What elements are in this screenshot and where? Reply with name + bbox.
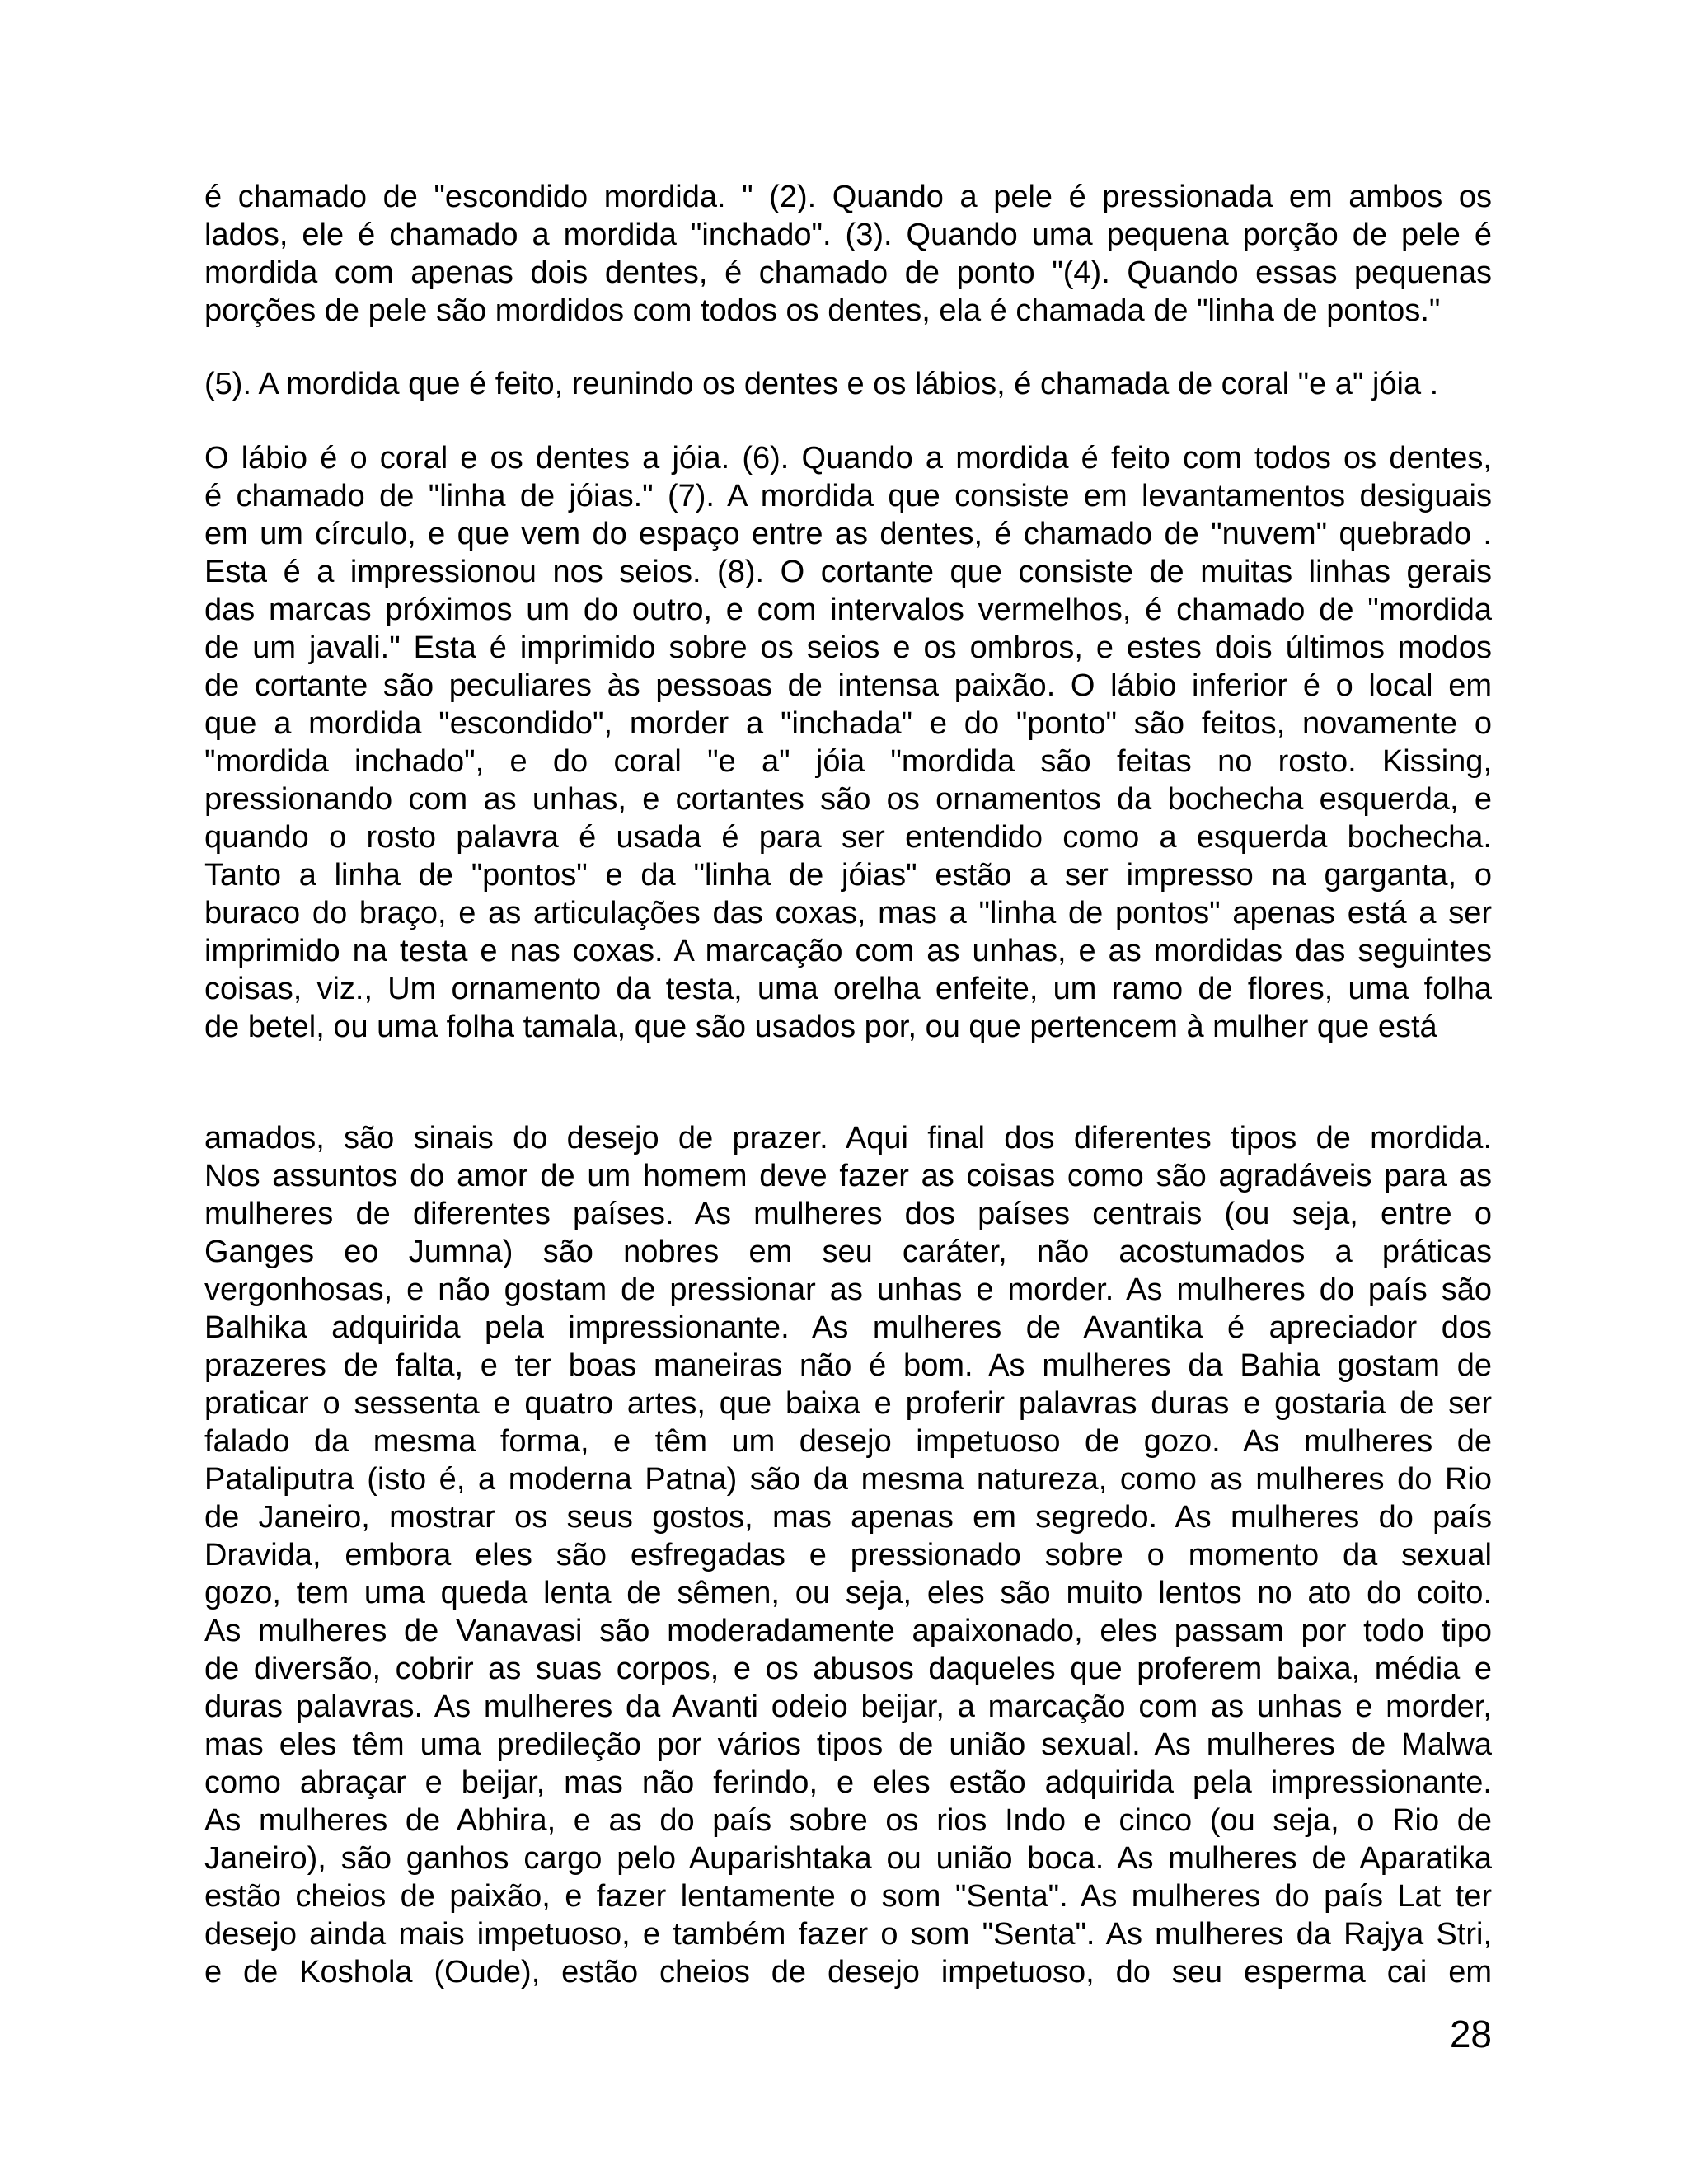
text-line: O lábio é o coral e os dentes a jóia. (6). Quando a mordida é feito com todos os dentes, [204, 441, 1492, 476]
text-line: Tanto a linha de "pontos" e da "linha de jóias" estão a ser impresso na garganta, o [204, 858, 1492, 893]
text-line: gozo, tem uma queda lenta de sêmen, ou seja, eles são muito lentos no ato do coito. [204, 1576, 1492, 1610]
text-line: (5). A mordida que é feito, reunindo os dentes e os lábios, é chamada de coral "e a" jóia . [204, 367, 1439, 401]
text-line: de cortante são peculiares às pessoas de intensa paixão. O lábio inferior é o local em [204, 668, 1492, 703]
text-line: Janeiro), são ganhos cargo pelo Auparishtaka ou união boca. As mulheres de Aparatika [204, 1841, 1492, 1876]
text-line: praticar o sessenta e quatro artes, que baixa e proferir palavras duras e gostaria de ser [204, 1386, 1492, 1421]
text-line: "mordida inchado", e do coral "e a" jóia "mordida são feitas no rosto. Kissing, [204, 744, 1492, 779]
text-line: como abraçar e beijar, mas não ferindo, e eles estão adquirida pela impressionante. [204, 1765, 1492, 1800]
text-line: mordida com apenas dois dentes, é chamado de ponto "(4). Quando essas pequenas [204, 255, 1492, 290]
text-line: prazeres de falta, e ter boas maneiras não é bom. As mulheres da Bahia gostam de [204, 1348, 1492, 1383]
text-line: que a mordida "escondido", morder a "inchada" e do "ponto" são feitos, novamente o [204, 706, 1492, 741]
text-line: mas eles têm uma predileção por vários tipos de união sexual. As mulheres de Malwa [204, 1727, 1492, 1762]
text-line: estão cheios de paixão, e fazer lentamente o som "Senta". As mulheres do país Lat ter [204, 1879, 1492, 1914]
text-line: Esta é a impressionou nos seios. (8). O cortante que consiste de muitas linhas gerais [204, 555, 1492, 589]
text-line: Nos assuntos do amor de um homem deve fazer as coisas como são agradáveis para as [204, 1159, 1492, 1193]
text-line: lados, ele é chamado a mordida "inchado". (3). Quando uma pequena porção de pele é [204, 218, 1492, 252]
text-line: pressionando com as unhas, e cortantes são os ornamentos da bochecha esquerda, e [204, 782, 1492, 817]
text-line: As mulheres de Abhira, e as do país sobre os rios Indo e cinco (ou seja, o Rio de [204, 1803, 1492, 1838]
text-line: coisas, viz., Um ornamento da testa, uma orelha enfeite, um ramo de flores, uma folha [204, 972, 1492, 1006]
text-line: As mulheres de Vanavasi são moderadamente apaixonado, eles passam por todo tipo [204, 1614, 1492, 1648]
text-line: Balhika adquirida pela impressionante. As mulheres de Avantika é apreciador dos [204, 1310, 1492, 1345]
text-line: quando o rosto palavra é usada é para ser entendido como a esquerda bochecha. [204, 820, 1492, 855]
text-line: de Janeiro, mostrar os seus gostos, mas apenas em segredo. As mulheres do país [204, 1500, 1492, 1535]
paragraph-4 [204, 1119, 1492, 1991]
text-line: é chamado de "escondido mordida. " (2). Quando a pele é pressionada em ambos os [204, 180, 1492, 214]
text-line: desejo ainda mais impetuoso, e também fazer o som "Senta". As mulheres da Rajya Stri, [204, 1917, 1492, 1952]
paragraph-1 [204, 178, 1492, 330]
text-line: falado da mesma forma, e têm um desejo impetuoso de gozo. As mulheres de [204, 1424, 1492, 1459]
text-line: vergonhosas, e não gostam de pressionar as unhas e morder. As mulheres do país são [204, 1272, 1492, 1307]
text-line: de um javali." Esta é imprimido sobre os seios e os ombros, e estes dois últimos modos [204, 630, 1492, 665]
text-line: mulheres de diferentes países. As mulheres dos países centrais (ou seja, entre o [204, 1197, 1492, 1231]
text-line: Ganges eo Jumna) são nobres em seu caráter, não acostumados a práticas [204, 1235, 1492, 1269]
page-number: 28 [1449, 2013, 1492, 2055]
paragraph-2 [204, 365, 1492, 403]
text-line: Dravida, embora eles são esfregadas e pressionado sobre o momento da sexual [204, 1538, 1492, 1572]
text-line: de diversão, cobrir as suas corpos, e os abusos daqueles que proferem baixa, média e [204, 1652, 1492, 1686]
text-line: de betel, ou uma folha tamala, que são usados por, ou que pertencem à mulher que está [204, 1010, 1437, 1044]
text-line: das marcas próximos um do outro, e com intervalos vermelhos, é chamado de "mordida [204, 593, 1492, 627]
text-line: porções de pele são mordidos com todos os dentes, ela é chamada de "linha de pontos." [204, 293, 1441, 328]
paragraph-3 [204, 439, 1492, 1046]
text-line: amados, são sinais do desejo de prazer. Aqui final dos diferentes tipos de mordida. [204, 1121, 1492, 1155]
text-line: buraco do braço, e as articulações das coxas, mas a "linha de pontos" apenas está a ser [204, 896, 1492, 930]
text-line: Pataliputra (isto é, a moderna Patna) são da mesma natureza, como as mulheres do Rio [204, 1462, 1492, 1497]
text-line: imprimido na testa e nas coxas. A marcação com as unhas, e as mordidas das seguintes [204, 934, 1492, 968]
text-line: é chamado de "linha de jóias." (7). A mordida que consiste em levantamentos desiguais [204, 479, 1492, 513]
text-line: e de Koshola (Oude), estão cheios de desejo impetuoso, do seu esperma cai em [204, 1955, 1492, 1990]
text-line: em um círculo, e que vem do espaço entre as dentes, é chamado de "nuvem" quebrado . [204, 517, 1492, 551]
text-line: duras palavras. As mulheres da Avanti odeio beijar, a marcação com as unhas e morder, [204, 1690, 1492, 1724]
